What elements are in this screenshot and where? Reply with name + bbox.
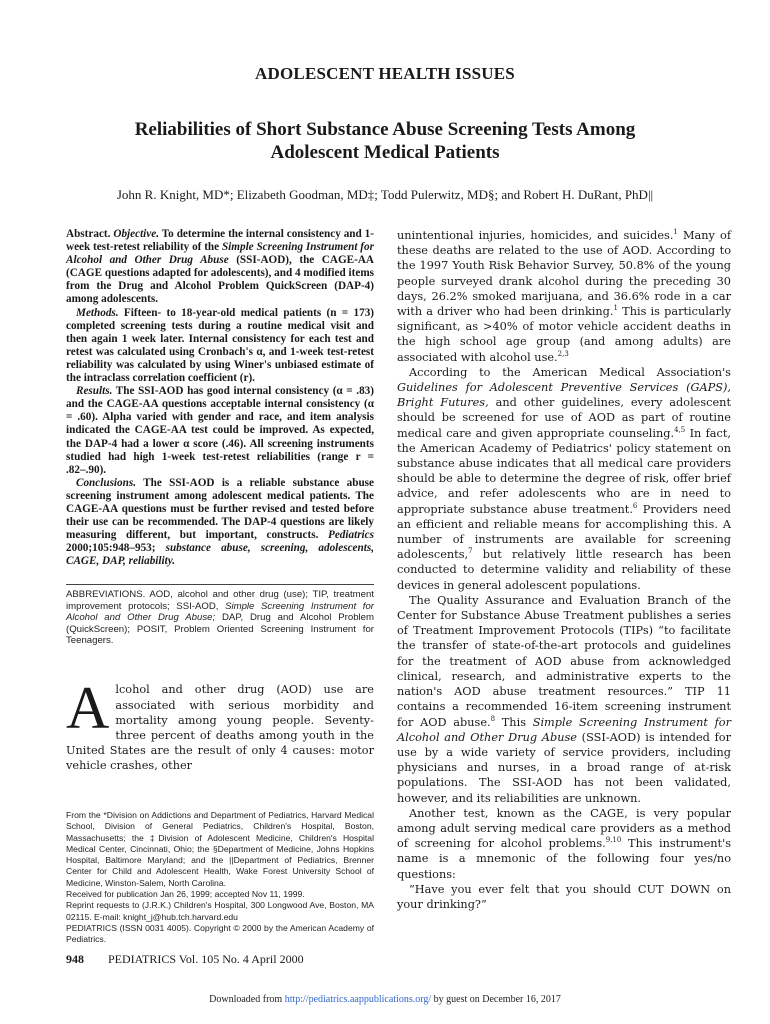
p4-text-2: This instrument's name is a mnemonic of the following four yes/no questions: (397, 837, 731, 881)
abbreviations (66, 589, 374, 646)
p2-text-3: In fact, the American Academy of Pediatrics' policy statement on substance abuse indicates that all medical care providers should be able to determine the degree of risk, offer brief advice, and refer adolescents who are in need to appropriate substance abuse treatment. (397, 426, 731, 516)
download-notice (0, 994, 770, 1005)
drop-cap: A (66, 675, 110, 742)
ref-sup: 7 (468, 547, 473, 556)
abstract-objective (66, 228, 374, 307)
ref-sup: 9,10 (605, 836, 622, 845)
p3-italic: Simple Screening Instrument for Alcohol and Other Drug Abuse (397, 715, 731, 744)
objective-italic: Simple Screening Instrument for Alcohol and Other Drug Abuse (66, 241, 374, 267)
download-link[interactable]: http://pediatrics.aappublications.org/ (284, 994, 432, 1005)
p2-text-2: and other guidelines, every adolescent should be screened for use of AOD as part of routine medical care and given appropriate counseling. (397, 396, 731, 440)
p3-text: The Quality Assurance and Evaluation Branch of the Center for Substance Abuse Treatment publishes a series of Treatment Improvement Protocols (TIPs) “to facilitate the transfer of state-of-the-art protocols and guidelines for the treatment of AOD abuse from acknowledged clinical, research, and administrative experts to the nation's AOD abuse treatment resources.” TIP 11 contains a recommended 16-item screening instrument for AOD abuse. (397, 593, 731, 729)
affiliations-footnote (66, 810, 374, 946)
p3-text-3: (SSI-AOD) is intended for use by a wide variety of service providers, including physicians and nurses, in a broad range of at-risk populations. The SSI-AOD has not been validated, however, and its reliabilities are unknown. (397, 730, 731, 805)
p1-text-2: Many of these deaths are related to the use of AOD. According to the 1997 Youth Risk Behavior Survey, 50.8% of the young people surveyed drank alcohol during the preceding 30 days, 26.2% smoked marijuana, and 36.6% rode in a car with a driver who had been drinking. (397, 229, 731, 319)
article-title-line1: Reliabilities of Short Substance Abuse Screening Tests Among (134, 119, 636, 140)
intro-text: lcohol and other drug (AOD) use are associated with serious morbidity and mortality among young people. Seventy-three percent of deaths among youth in the United States are the result of only 4 causes: motor vehicle crashes, other (66, 683, 374, 773)
p2-text-5: but relatively little research has been conducted to determine validity and reliability of these devices in general adolescent populations. (397, 548, 731, 592)
p4-text: Another test, known as the CAGE, is very popular among adult serving medical care providers as a method of screening for alcohol problems. (397, 806, 731, 851)
abstract-methods (66, 307, 374, 386)
ref-sup: 1 (613, 304, 618, 313)
p2-text-4: Providers need an efficient and reliable means for accomplishing this. A number of instruments are available for screening adolescents, (397, 502, 731, 562)
p2-italic: Guidelines for Adolescent Preventive Services (GAPS), Bright Futures, (397, 381, 731, 410)
objective-label: Objective. (113, 228, 160, 240)
methods-text: Fifteen- to 18-year-old medical patients (n = 173) completed screening tests during a routine medical visit and then again 1 week later. Internal consistency for each test and retest was calculated using Cronbach's α, and 1-week test-retest reliability was calculated by using Winer's unbiased estimate of the intraclass correlation coefficient (r). (66, 306, 375, 385)
body-paragraph-1 (397, 228, 731, 365)
body-paragraph-5: “Have you ever felt that you should CUT DOWN on your drinking?” (397, 882, 731, 911)
ref-sup: 1 (673, 228, 678, 237)
p1-text: unintentional injuries, homicides, and suicides. (397, 229, 674, 242)
author-list: John R. Knight, MD*; Elizabeth Goodman, MD‡; Todd Pulerwitz, MD§; and Robert H. DuRant, PhD|| (116, 187, 654, 202)
p2-text: According to the American Medical Association's (409, 365, 731, 379)
left-column (66, 228, 374, 774)
download-prefix: Downloaded from (209, 994, 285, 1005)
ref-sup: 8 (490, 714, 496, 723)
abstract-results (66, 385, 374, 477)
abbreviations-divider (66, 584, 374, 585)
ref-sup: 2,3 (557, 349, 569, 358)
affiliations-received: Received for publication Jan 26, 1999; accepted Nov 11, 1999. (66, 889, 305, 900)
abbreviations-italic: Simple Screening Instrument for Alcohol and Other Drug Abuse; (66, 600, 374, 624)
keywords: substance abuse, screening, adolescents, CAGE, DAP, reliability. (66, 542, 374, 568)
conclusions-label: Conclusions. (76, 476, 137, 489)
abstract-label: Abstract. (66, 228, 111, 240)
affiliations-reprints: Reprint requests to (J.R.K.) Children's Hospital, 300 Longwood Ave, Boston, MA 02115. E-mail: knight_j@hub.tch.harvard.edu (66, 900, 374, 922)
download-suffix: by guest on December 16, 2017 (431, 994, 561, 1005)
affiliations-from: From the *Division on Addictions and Department of Pediatrics, Harvard Medical School, Division of General Pediatrics, Children's Hospital, Boston, Massachusetts; the ‡Division of Adolescent Medicine, Children's Hospital Medical Center, Cincinnati, Ohio; the §Department of Medicine, Johns Hopkins Hospital, Baltimore Maryland; and the ||Department of Pediatrics, Brenner Center for Child and Adolescent Health, Wake Forest University School of Medicine, Winston-Salem, North Carolina. (66, 810, 374, 888)
p3-text-2: This (495, 715, 533, 729)
journal-footer: PEDIATRICS Vol. 105 No. 4 April 2000 (108, 952, 304, 966)
results-text: The SSI-AOD has good internal consistency (α = .83) and the CAGE-AA questions acceptable internal consistency (α = .60). Alpha varied with gender and race, and item analysis indicated the CAGE-AA test could be improved. As expected, the DAP-4 had a lower α score (.46). All screening instruments studied had high 1-week test-retest reliabilities (range r = .82–.90). (66, 385, 374, 476)
body-text (397, 228, 731, 912)
results-label: Results. (76, 385, 113, 398)
body-paragraph-2 (397, 365, 731, 593)
citation-text: 2000;105:948–953; (66, 542, 166, 555)
body-paragraph-3 (397, 593, 731, 806)
article-title (60, 118, 710, 164)
p1-text-3: This is particularly significant, as >40% of motor vehicle accident deaths in the high school age group (and among adults) are associated with alcohol use. (397, 305, 731, 364)
page-number: 948 (66, 952, 84, 966)
abstract-conclusions (66, 477, 374, 569)
affiliations-issn: PEDIATRICS (ISSN 0031 4005). Copyright © 2000 by the American Academy of Pediatrics. (66, 922, 374, 945)
objective-text: To determine the internal consistency and 1-week test-retest reliability of the (66, 228, 374, 254)
conclusions-text: The SSI-AOD is a reliable substance abuse screening instrument among adolescent medical patients. The CAGE-AA questions must be further revised and tested before their use can be recommended. The DAP-4 questions are likely measuring different, but important, constructs. (66, 476, 374, 542)
article-title-line2: Adolescent Medical Patients (270, 142, 500, 163)
abstract (66, 228, 374, 568)
intro-paragraph (66, 675, 374, 773)
abbreviations-text: ABBREVIATIONS. AOD, alcohol and other drug (use); TIP, treatment improvement protocols; SSI-AOD, (66, 589, 374, 612)
citation-journal: Pediatrics (328, 529, 374, 542)
right-column (397, 228, 731, 912)
methods-label: Methods. (76, 306, 119, 319)
objective-text-2: (SSI-AOD), the CAGE-AA (CAGE questions adapted for adolescents), and 4 modified items from the Drug and Alcohol Problem QuickScreen (DAP-4) among adolescents. (66, 254, 374, 306)
abbreviations-text-2: DAP, Drug and Alcohol Problem (QuickScreen); POSIT, Problem Oriented Screening Instrument for Teenagers. (66, 612, 374, 647)
ref-sup: 6 (632, 501, 638, 510)
section-heading: ADOLESCENT HEALTH ISSUES (255, 64, 515, 83)
body-paragraph-4 (397, 806, 731, 882)
ref-sup: 4,5 (674, 425, 686, 434)
